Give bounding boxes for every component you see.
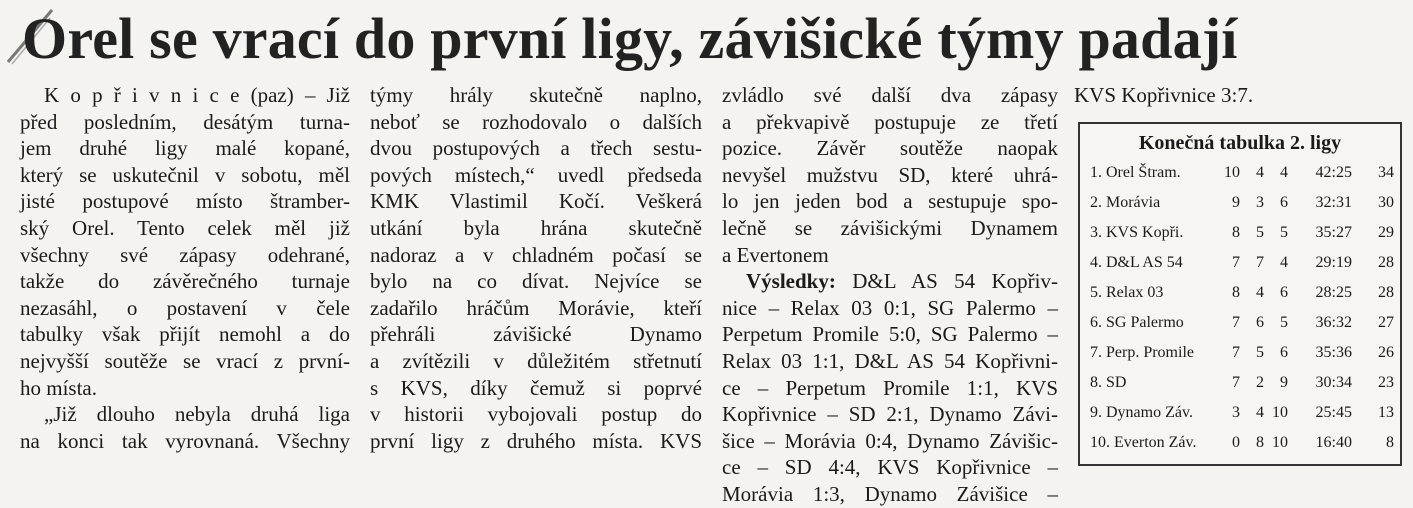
standings-team: 3. KVS Kopři. xyxy=(1090,224,1184,241)
standings-score: 35:36 xyxy=(1315,344,1352,361)
standings-draws: 4 xyxy=(1256,404,1264,421)
standings-row xyxy=(1090,158,1394,188)
standings-team: 7. Perp. Promile xyxy=(1090,344,1194,361)
standings-wins: 7 xyxy=(1232,254,1240,271)
standings-score: 28:25 xyxy=(1315,284,1352,301)
standings-row xyxy=(1090,338,1394,368)
standings-team: 6. SG Palermo xyxy=(1090,314,1184,331)
standings-wins: 7 xyxy=(1232,374,1240,391)
standings-row xyxy=(1090,428,1394,458)
article-column-3 xyxy=(722,82,1058,508)
standings-table xyxy=(1090,158,1394,458)
standings-row xyxy=(1090,368,1394,398)
article-paragraph xyxy=(20,109,350,402)
standings-points: 29 xyxy=(1378,224,1394,241)
standings-losses: 5 xyxy=(1280,314,1288,331)
standings-row xyxy=(1090,218,1394,248)
standings-score: 36:32 xyxy=(1315,314,1352,331)
standings-points: 8 xyxy=(1386,434,1394,451)
results-text: D&L AS 54 Kopřiv- xyxy=(835,269,1058,294)
article-text-line: ce – SD 4:4, KVS Kopřivnice – xyxy=(722,455,1058,480)
article-text-line: ho místa. xyxy=(20,375,97,400)
standings-losses: 4 xyxy=(1280,164,1288,181)
article-text-line: první ligy z druhého místa. KVS xyxy=(370,428,702,453)
standings-team: 8. SD xyxy=(1090,374,1127,391)
article-paragraph xyxy=(20,401,350,454)
standings-team: 1. Orel Štram. xyxy=(1090,164,1181,181)
standings-draws: 5 xyxy=(1256,224,1264,241)
article-paragraph xyxy=(20,82,350,109)
article-text-line: dvou postupových a třech sestu- xyxy=(370,136,702,161)
standings-score: 25:45 xyxy=(1315,404,1352,421)
standings-draws: 4 xyxy=(1256,284,1264,301)
standings-points: 26 xyxy=(1378,344,1394,361)
standings-score: 30:34 xyxy=(1315,374,1352,391)
standings-wins: 8 xyxy=(1232,224,1240,241)
article-column-4 xyxy=(1074,82,1404,109)
standings-score: 35:27 xyxy=(1315,224,1352,241)
article-text-line: nejvyšší soutěže se vrací z první- xyxy=(20,348,350,373)
article-text-line: KMK Vlastimil Kočí. Veškerá xyxy=(370,189,702,214)
article-paragraph xyxy=(722,82,1058,268)
standings-losses: 6 xyxy=(1280,194,1288,211)
standings-score: 29:19 xyxy=(1315,254,1352,271)
standings-draws: 6 xyxy=(1256,314,1264,331)
article-text-line: přehráli závišické Dynamo xyxy=(370,322,702,347)
standings-draws: 4 xyxy=(1256,164,1264,181)
article-text-line: Kopřivnice – SD 2:1, Dynamo Závi- xyxy=(722,402,1058,427)
article-text-line: K o p ř i v n i c e (paz) – Již xyxy=(44,83,350,107)
standings-draws: 8 xyxy=(1256,434,1264,451)
standings-wins: 0 xyxy=(1232,434,1240,451)
article-text-line: pových místech,“ uvedl předseda xyxy=(370,162,702,187)
standings-title: Konečná tabulka 2. ligy xyxy=(1138,132,1342,154)
standings-row xyxy=(1090,248,1394,278)
article-text-line: nevyšel mužstvu SD, které uhrá- xyxy=(722,162,1058,187)
article-text-line: týmy hrály skutečně naplno, xyxy=(370,83,702,107)
standings-wins: 9 xyxy=(1232,194,1240,211)
standings-points: 34 xyxy=(1378,164,1394,181)
article-text-line: před posledním, desátým turna- xyxy=(20,109,350,134)
article-headline: Orel se vrací do první ligy, závišické týmy padají xyxy=(22,6,1238,71)
standings-losses: 6 xyxy=(1280,284,1288,301)
standings-points: 30 xyxy=(1378,194,1394,211)
article-column-1 xyxy=(20,82,350,454)
article-text-line: ce – Perpetum Promile 1:1, KVS xyxy=(722,375,1058,400)
article-text-line xyxy=(722,268,1058,295)
standings-wins: 8 xyxy=(1232,284,1240,301)
standings-wins: 7 xyxy=(1232,314,1240,331)
article-text-line: neboť se rozhodovalo o dalších xyxy=(370,109,702,134)
standings-row xyxy=(1090,398,1394,428)
article-text-line: na konci tak vyrovnaná. Všechny xyxy=(20,428,350,453)
article-text-line: jem druhé ligy malé kopané, xyxy=(20,136,350,161)
article-text-line: s KVS, díky čemuž si poprvé xyxy=(370,375,702,400)
article-text-line: šice – Morávia 0:4, Dynamo Závišic- xyxy=(722,428,1058,453)
standings-row xyxy=(1090,278,1394,308)
article-text-line: Relax 03 1:1, D&L AS 54 Kopřivni- xyxy=(722,348,1058,373)
article-text-line: takže do závěrečného turnaje xyxy=(20,269,350,294)
article-text-line: lo jen jeden bod a sestupuje spo- xyxy=(722,189,1058,214)
standings-team: 10. Everton Záv. xyxy=(1090,434,1197,451)
standings-losses: 9 xyxy=(1280,374,1288,391)
standings-points: 23 xyxy=(1378,374,1394,391)
standings-wins: 3 xyxy=(1232,404,1240,421)
article-text-line: Morávia 1:3, Dynamo Závišice – xyxy=(722,481,1058,506)
standings-wins: 7 xyxy=(1232,344,1240,361)
standings-draws: 2 xyxy=(1256,374,1264,391)
article-text-line: zadařilo hráčům Morávie, kteří xyxy=(370,295,702,320)
article-text-line: nezasáhl, o postavení v čele xyxy=(20,295,350,320)
standings-draws: 5 xyxy=(1256,344,1264,361)
standings-score: 32:31 xyxy=(1315,194,1352,211)
article-text-line: bylo na co dívat. Nejvíce se xyxy=(370,269,702,294)
standings-team: 4. D&L AS 54 xyxy=(1090,254,1183,271)
article-text-line: v historii vybojovali postup do xyxy=(370,402,702,427)
standings-points: 28 xyxy=(1378,284,1394,301)
article-text-line: který se uskutečnil v sobotu, měl xyxy=(20,162,350,187)
article-text-line: pozice. Závěr soutěže naopak xyxy=(722,136,1058,161)
standings-draws: 7 xyxy=(1256,254,1264,271)
standings-team: 2. Morávia xyxy=(1090,194,1161,211)
article-text-line: nice – Relax 03 0:1, SG Palermo – xyxy=(722,295,1058,320)
article-text-line: všechny své zápasy odehrané, xyxy=(20,242,350,267)
article-text-line: lečně se závišickými Dynamem xyxy=(722,215,1058,240)
standings-points: 27 xyxy=(1378,314,1394,331)
results-label: Výsledky: xyxy=(746,269,836,294)
article-text-line: ský Orel. Tento celek měl již xyxy=(20,215,350,240)
article-text-line: a překvapivě postupuje ze třetí xyxy=(722,109,1058,134)
article-text-line: a zvítězili v důležitém střetnutí xyxy=(370,348,702,373)
article-text-line: KVS Kopřivnice 3:7. xyxy=(1074,83,1254,107)
standings-losses: 5 xyxy=(1280,224,1288,241)
standings-losses: 6 xyxy=(1280,344,1288,361)
article-text-line: „Již dlouho nebyla druhá liga xyxy=(44,402,350,427)
article-column-2 xyxy=(370,82,702,454)
standings-wins: 10 xyxy=(1224,164,1240,181)
standings-losses: 10 xyxy=(1272,434,1288,451)
standings-losses: 10 xyxy=(1272,404,1288,421)
standings-team: 5. Relax 03 xyxy=(1090,284,1164,301)
standings-points: 28 xyxy=(1378,254,1394,271)
standings-team: 9. Dynamo Záv. xyxy=(1090,404,1193,421)
article-text-line: nadoraz a v chladném počasí se xyxy=(370,242,702,267)
results-paragraph xyxy=(722,268,1058,507)
standings-table-box xyxy=(1078,122,1402,466)
article-text-line: zvládlo své další dva zápasy xyxy=(722,83,1058,107)
standings-score: 16:40 xyxy=(1315,434,1352,451)
standings-row xyxy=(1090,188,1394,218)
article-paragraph xyxy=(370,82,702,454)
article-text-line: a Evertonem xyxy=(722,242,829,267)
standings-points: 13 xyxy=(1378,404,1394,421)
article-text-line: utkání byla hrána skutečně xyxy=(370,215,702,240)
standings-draws: 3 xyxy=(1256,194,1264,211)
standings-losses: 4 xyxy=(1280,254,1288,271)
article-text-line: jisté postupové místo štramber- xyxy=(20,189,350,214)
standings-score: 42:25 xyxy=(1315,164,1352,181)
article-text-line: tabulky však přijít nemohl a do xyxy=(20,322,350,347)
standings-row xyxy=(1090,308,1394,338)
article-text-line: Perpetum Promile 5:0, SG Palermo – xyxy=(722,322,1058,347)
